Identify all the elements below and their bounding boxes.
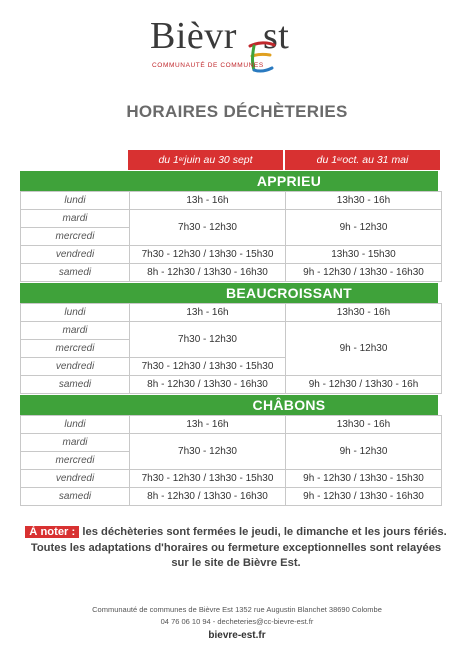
table-row [21, 304, 442, 322]
site-chabons [20, 395, 438, 506]
site-header: CHÂBONS [20, 395, 438, 415]
hours-winter: 9h - 12h30 / 13h30 - 16h30 [286, 488, 442, 506]
website-link[interactable]: bievre-est.fr [208, 630, 266, 641]
day-label: samedi [21, 488, 130, 506]
hours-winter: 9h - 12h30 / 13h30 - 16h [286, 376, 442, 394]
brand-name: Bièvr st [150, 15, 290, 57]
hours-winter: 9h - 12h30 [286, 322, 442, 376]
hours-summer: 7h30 - 12h30 / 13h30 - 15h30 [130, 358, 286, 376]
hours-table [20, 415, 442, 506]
site-header: APPRIEU [20, 171, 438, 191]
day-label: vendredi [21, 358, 130, 376]
day-label: lundi [21, 304, 130, 322]
hours-summer: 8h - 12h30 / 13h30 - 16h30 [130, 264, 286, 282]
table-row [21, 434, 442, 452]
hours-winter: 9h - 12h30 [286, 210, 442, 246]
day-label: mardi [21, 322, 130, 340]
table-row [21, 470, 442, 488]
day-label: mercredi [21, 452, 130, 470]
hours-table [20, 303, 442, 394]
footer-address: Communauté de communes de Bièvre Est 1352 rue Augustin Blanchet 38690 Colombe [92, 605, 382, 614]
hours-winter: 13h30 - 16h [286, 192, 442, 210]
hours-summer: 7h30 - 12h30 [130, 322, 286, 358]
hours-summer: 7h30 - 12h30 [130, 210, 286, 246]
hours-winter: 9h - 12h30 / 13h30 - 15h30 [286, 470, 442, 488]
day-label: mercredi [21, 228, 130, 246]
hours-summer: 8h - 12h30 / 13h30 - 16h30 [130, 376, 286, 394]
table-row [21, 210, 442, 228]
day-label: samedi [21, 264, 130, 282]
note-text: les déchèteries sont fermées le jeudi, le dimanche et les jours fériés. Toutes les adaptations d'horaires ou fermeture exceptionnelles sont relayées sur le site de Bièvre Est. [30, 526, 447, 569]
period-summer: du 1 er juin au 30 sept [128, 150, 283, 170]
day-label: vendredi [21, 246, 130, 264]
hours-winter: 13h30 - 16h [286, 304, 442, 322]
page-title: HORAIRES DÉCHÈTERIES [126, 102, 348, 121]
table-row [21, 192, 442, 210]
site-header: BEAUCROISSANT [20, 283, 438, 303]
closure-note [22, 525, 450, 572]
table-row [21, 488, 442, 506]
day-label: mercredi [21, 340, 130, 358]
hours-summer: 13h - 16h [130, 416, 286, 434]
hours-summer: 13h - 16h [130, 192, 286, 210]
day-label: lundi [21, 416, 130, 434]
hours-summer: 7h30 - 12h30 / 13h30 - 15h30 [130, 246, 286, 264]
logo-e-icon [246, 40, 276, 76]
day-label: mardi [21, 210, 130, 228]
site-apprieu [20, 171, 438, 282]
day-label: vendredi [21, 470, 130, 488]
hours-summer: 13h - 16h [130, 304, 286, 322]
hours-winter: 9h - 12h30 [286, 434, 442, 470]
hours-summer: 8h - 12h30 / 13h30 - 16h30 [130, 488, 286, 506]
site-beaucroissant [20, 283, 438, 394]
note-badge: À noter : [25, 526, 79, 538]
period-header [128, 150, 440, 170]
hours-summer: 7h30 - 12h30 / 13h30 - 15h30 [130, 470, 286, 488]
table-row [21, 246, 442, 264]
table-row [21, 416, 442, 434]
brand-logo [150, 14, 320, 76]
day-label: samedi [21, 376, 130, 394]
hours-table [20, 191, 442, 282]
table-row [21, 376, 442, 394]
hours-winter: 13h30 - 16h [286, 416, 442, 434]
hours-summer: 7h30 - 12h30 [130, 434, 286, 470]
footer [0, 604, 474, 642]
hours-winter: 9h - 12h30 / 13h30 - 16h30 [286, 264, 442, 282]
brand-subtitle: COMMUNAUTÉ DE COMMUNES [152, 62, 264, 69]
footer-contact: 04 76 06 10 94 - decheteries@cc-bievre-est.fr [160, 617, 314, 626]
day-label: mardi [21, 434, 130, 452]
table-row [21, 264, 442, 282]
period-winter: du 1 er oct. au 31 mai [283, 150, 440, 170]
hours-winter: 13h30 - 15h30 [286, 246, 442, 264]
table-row [21, 322, 442, 340]
day-label: lundi [21, 192, 130, 210]
